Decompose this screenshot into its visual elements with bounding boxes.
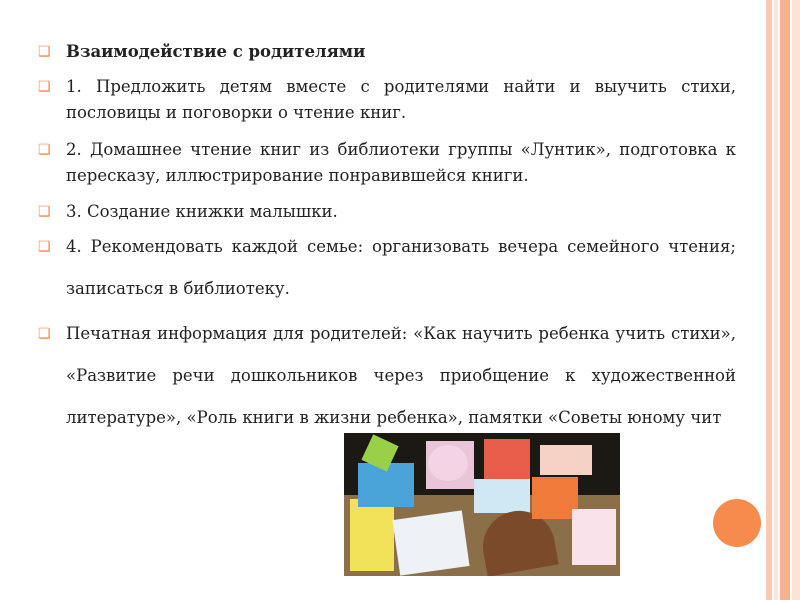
bullet-item xyxy=(38,39,736,65)
bullet-item xyxy=(38,199,736,225)
bullet-item xyxy=(38,137,736,189)
bullet-item xyxy=(38,313,736,439)
decor-stripe xyxy=(792,0,800,600)
decor-stripe xyxy=(774,0,778,600)
bullet-icon: ❑ xyxy=(38,239,51,255)
bullet-item xyxy=(38,226,736,310)
bullet-text: 1. Предложить детям вместе с родителями найти и выучить стихи, пословицы и поговорки о чтение книг. xyxy=(66,77,736,122)
decor-stripe xyxy=(766,0,772,600)
bullet-text: Печатная информация для родителей: «Как научить ребенка учить стихи», «Развитие речи дошкольников через приобщение к художественной литературе», «Роль книги в жизни ребенка», памятки «Советы юному чит xyxy=(66,324,736,427)
bullet-text: 3. Создание книжки малышки. xyxy=(66,202,338,221)
bullet-icon: ❑ xyxy=(38,142,51,158)
bullet-icon: ❑ xyxy=(38,326,51,342)
bullet-icon: ❑ xyxy=(38,204,51,220)
bullet-text: 4. Рекомендовать каждой семье: организовать вечера семейного чтения; записаться в библиотеку. xyxy=(66,237,736,298)
decor-circle xyxy=(713,499,761,547)
bullet-item xyxy=(38,74,736,126)
bullet-text: 2. Домашнее чтение книг из библиотеки группы «Лунтик», подготовка к пересказу, иллюстрирование понравившейся книги. xyxy=(66,140,736,185)
bullet-icon: ❑ xyxy=(38,79,51,95)
decor-stripe xyxy=(780,0,790,600)
heading: Взаимодействие с родителями xyxy=(66,42,366,61)
books-photo xyxy=(344,433,620,576)
bullet-icon: ❑ xyxy=(38,44,51,60)
